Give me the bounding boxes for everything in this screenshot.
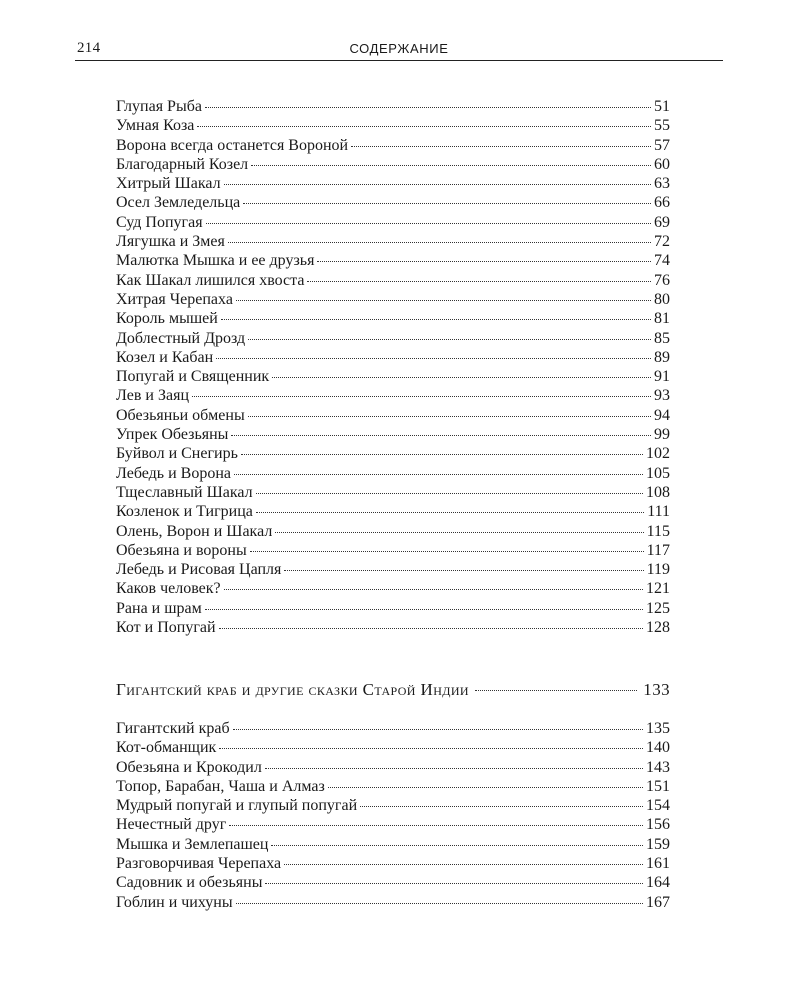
toc-entry-title: Рана и шрам — [116, 599, 202, 617]
dot-leader — [236, 300, 651, 301]
toc-entry[interactable] — [116, 386, 670, 405]
toc-entry-title: Топор, Барабан, Чаша и Алмаз — [116, 777, 325, 795]
dot-leader — [251, 165, 651, 166]
toc-entry-page: 72 — [654, 233, 670, 251]
toc-entry-title: Благодарный Козел — [116, 155, 249, 173]
toc-entry[interactable] — [116, 560, 670, 579]
toc-entry-title: Гоблин и чихуны — [116, 893, 233, 911]
dot-leader — [234, 474, 643, 475]
toc-entry-page: 167 — [646, 893, 670, 911]
dot-leader — [219, 628, 643, 629]
toc-entry-page: 156 — [646, 816, 670, 834]
toc-entry[interactable] — [116, 193, 670, 212]
dot-leader — [221, 319, 651, 320]
toc-entry-page: 128 — [646, 619, 670, 637]
dot-leader — [265, 768, 643, 769]
toc-entry-page: 151 — [646, 777, 670, 795]
toc-entry-title: Ворона всегда останется Вороной — [116, 136, 349, 154]
toc-entry[interactable] — [116, 777, 670, 796]
toc-entry[interactable] — [116, 893, 670, 912]
toc-entry[interactable] — [116, 232, 670, 251]
dot-leader — [307, 281, 651, 282]
toc-list-part1 — [116, 97, 670, 637]
toc-entry-title: Умная Коза — [116, 117, 195, 135]
running-title: СОДЕРЖАНИЕ — [349, 41, 449, 56]
toc-entry-title: Козел и Кабан — [116, 348, 214, 366]
toc-entry[interactable] — [116, 251, 670, 270]
toc-entry[interactable] — [116, 599, 670, 618]
dot-leader — [271, 845, 643, 846]
toc-entry-title: Лев и Заяц — [116, 387, 189, 405]
toc-entry-page: 80 — [654, 290, 670, 308]
dot-leader — [265, 883, 643, 884]
toc-entry-title: Мышка и Землепашец — [116, 835, 269, 853]
dot-leader — [317, 261, 651, 262]
toc-entry-page: 55 — [654, 117, 670, 135]
toc-entry-page: 135 — [646, 720, 670, 737]
toc-entry[interactable] — [116, 738, 670, 757]
toc-entry-page: 161 — [646, 855, 670, 873]
toc-entry-title: Осел Земледельца — [116, 194, 241, 212]
dot-leader — [475, 690, 637, 691]
dot-leader — [205, 107, 651, 108]
dot-leader — [219, 748, 643, 749]
dot-leader — [241, 454, 643, 455]
toc-entry-title: Кот-обманщик — [116, 739, 217, 757]
toc-entry[interactable] — [116, 483, 670, 502]
toc-entry-page: 119 — [646, 561, 670, 579]
dot-leader — [250, 551, 644, 552]
dot-leader — [256, 512, 644, 513]
toc-entry-page: 69 — [654, 213, 670, 231]
toc-entry-page: 159 — [646, 835, 670, 853]
toc-entry-page: 143 — [646, 758, 670, 776]
toc-entry[interactable] — [116, 309, 670, 328]
toc-entry-title: Суд Попугая — [116, 213, 203, 231]
toc-entry-title: Хитрая Черепаха — [116, 290, 233, 308]
dot-leader — [351, 146, 651, 147]
toc-entry-page: 63 — [654, 175, 670, 193]
toc-entry-title: Разговорчивая Черепаха — [116, 855, 282, 873]
toc-entry-title: Попугай и Священник — [116, 368, 270, 386]
dot-leader — [233, 729, 643, 730]
toc-entry-title: Козленок и Тигрица — [116, 503, 253, 521]
toc-entry[interactable] — [116, 97, 670, 116]
toc-entry-page: 94 — [654, 406, 670, 424]
toc-entry-page: 102 — [646, 445, 670, 463]
page-number: 214 — [77, 40, 101, 56]
toc-entry[interactable] — [116, 618, 670, 637]
toc-entry-title: Обезьяньи обмены — [116, 406, 245, 424]
toc-entry[interactable] — [116, 136, 670, 155]
toc-entry-title: Нечестный друг — [116, 816, 227, 834]
toc-entry-page: 81 — [654, 310, 670, 328]
toc-entry-title: Мудрый попугай и глупый попугай — [116, 797, 358, 815]
toc-entry-page: 60 — [654, 155, 670, 173]
toc-entry-page: 108 — [646, 483, 670, 501]
toc-entry[interactable] — [116, 541, 670, 560]
dot-leader — [228, 242, 651, 243]
toc-entry-page: 91 — [654, 368, 670, 386]
toc-entry[interactable] — [116, 367, 670, 386]
dot-leader — [248, 339, 651, 340]
dot-leader — [243, 203, 651, 204]
toc-entry-page: 117 — [646, 541, 670, 559]
toc-entry-title: Глупая Рыба — [116, 98, 202, 115]
dot-leader — [284, 570, 643, 571]
toc-entry-title: Лебедь и Ворона — [116, 464, 231, 482]
toc-entry[interactable] — [116, 329, 670, 348]
toc-entry[interactable] — [116, 174, 670, 193]
toc-entry[interactable] — [116, 444, 670, 463]
dot-leader — [205, 609, 643, 610]
toc-entry[interactable] — [116, 579, 670, 598]
toc-entry-title: Олень, Ворон и Шакал — [116, 522, 273, 540]
toc-entry-page: 121 — [646, 580, 670, 598]
toc-entry[interactable] — [116, 502, 670, 521]
dot-leader — [360, 806, 643, 807]
toc-entry[interactable] — [116, 213, 670, 232]
toc-entry-page: 66 — [654, 194, 670, 212]
toc-entry[interactable] — [116, 835, 670, 854]
toc-entry[interactable] — [116, 464, 670, 483]
toc-entry[interactable] — [116, 425, 670, 444]
toc-entry-page: 115 — [646, 522, 670, 540]
toc-entry[interactable] — [116, 758, 670, 777]
toc-entry-title: Буйвол и Снегирь — [116, 445, 238, 463]
toc-entry-page: 125 — [646, 599, 670, 617]
toc-entry-page: 76 — [654, 271, 670, 289]
toc-entry-title: Садовник и обезьяны — [116, 874, 263, 892]
dot-leader — [229, 825, 643, 826]
toc-entry[interactable] — [116, 796, 670, 815]
toc-entry-title: Лягушка и Змея — [116, 233, 225, 251]
toc-entry[interactable] — [116, 155, 670, 174]
toc-entry-title: Лебедь и Рисовая Цапля — [116, 561, 282, 579]
toc-entry-page: 140 — [646, 739, 670, 757]
dot-leader — [197, 126, 651, 127]
toc-entry-page: 93 — [654, 387, 670, 405]
toc-entry[interactable] — [116, 522, 670, 541]
toc-entry[interactable] — [116, 271, 670, 290]
toc-entry[interactable] — [116, 815, 670, 834]
toc-entry-title: Хитрый Шакал — [116, 175, 221, 193]
dot-leader — [284, 864, 643, 865]
toc-entry-title: Каков человек? — [116, 580, 221, 598]
toc-entry-page: 51 — [654, 98, 670, 115]
dot-leader — [256, 493, 643, 494]
toc-entry-title: Гигантский краб — [116, 720, 230, 737]
toc-entry[interactable] — [116, 290, 670, 309]
toc-entry-page: 154 — [646, 797, 670, 815]
section-title: Гигантский краб и другие сказки Старой Индии — [116, 680, 469, 699]
toc-entry-title: Упрек Обезьяны — [116, 426, 229, 444]
toc-entry-page: 99 — [654, 426, 670, 444]
toc-entry[interactable] — [116, 873, 670, 892]
toc-list-part2 — [116, 719, 670, 912]
dot-leader — [206, 223, 651, 224]
page-header — [75, 38, 723, 61]
toc-entry-page: 74 — [654, 252, 670, 270]
dot-leader — [192, 396, 651, 397]
dot-leader — [275, 532, 643, 533]
toc-entry-page: 85 — [654, 329, 670, 347]
toc-entry[interactable] — [116, 348, 670, 367]
toc-entry[interactable] — [116, 854, 670, 873]
dot-leader — [236, 903, 643, 904]
toc-entry-title: Кот и Попугай — [116, 619, 216, 637]
toc-section-heading[interactable] — [116, 680, 670, 700]
dot-leader — [328, 787, 643, 788]
toc-entry-title: Малютка Мышка и ее друзья — [116, 252, 315, 270]
toc-entry-page: 111 — [647, 503, 670, 521]
toc-entry-page: 164 — [646, 874, 670, 892]
toc-entry-title: Обезьяна и вороны — [116, 541, 247, 559]
toc-entry-title: Тщеславный Шакал — [116, 483, 253, 501]
toc-entry-page: 89 — [654, 348, 670, 366]
dot-leader — [224, 589, 643, 590]
toc-entry[interactable] — [116, 116, 670, 135]
dot-leader — [272, 377, 651, 378]
toc-entry[interactable] — [116, 406, 670, 425]
dot-leader — [248, 416, 651, 417]
toc-entry-page: 105 — [646, 464, 670, 482]
dot-leader — [224, 184, 651, 185]
toc-entry-title: Доблестный Дрозд — [116, 329, 246, 347]
section-page-number: 133 — [643, 680, 670, 699]
dot-leader — [231, 435, 651, 436]
toc-entry-title: Как Шакал лишился хвоста — [116, 271, 305, 289]
dot-leader — [216, 358, 651, 359]
toc-entry-title: Король мышей — [116, 310, 218, 328]
toc-entry[interactable] — [116, 719, 670, 738]
toc-entry-title: Обезьяна и Крокодил — [116, 758, 262, 776]
toc-entry-page: 57 — [654, 136, 670, 154]
